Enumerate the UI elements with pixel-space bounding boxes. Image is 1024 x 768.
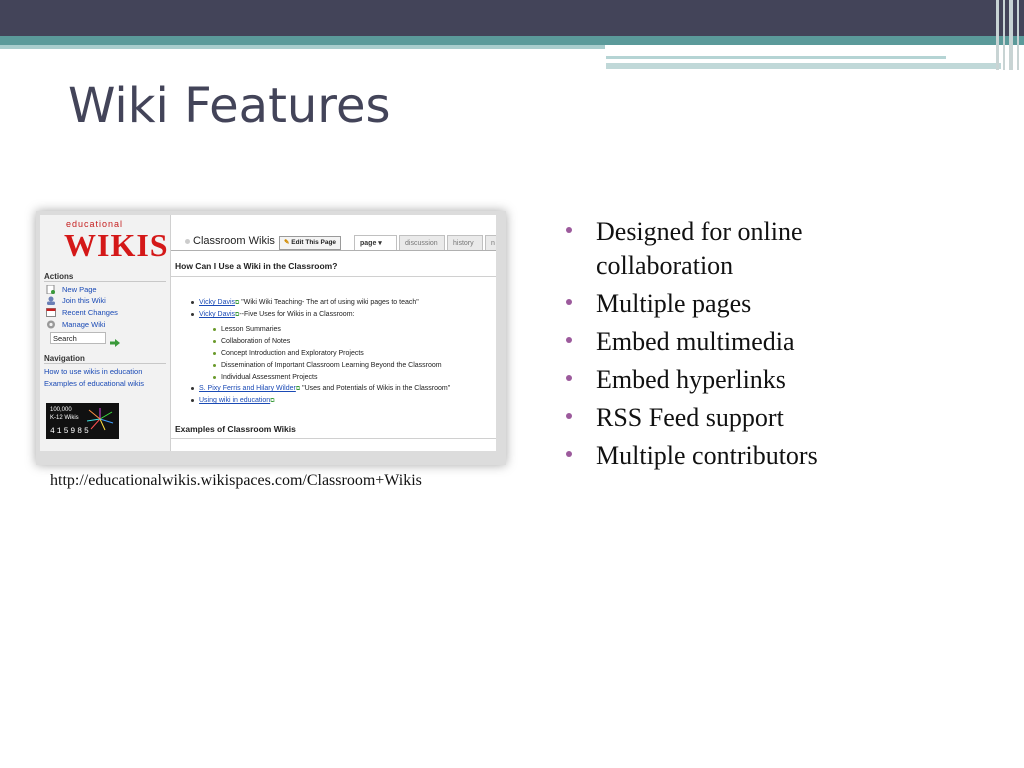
sub-list-item (213, 338, 290, 345)
top-banner (0, 0, 1024, 36)
sub-item-text: Lesson Summaries (221, 326, 281, 333)
external-link-icon: ⧉ (295, 386, 301, 392)
wiki-screenshot (40, 215, 496, 451)
pencil-icon: ✎ (284, 239, 292, 246)
list-item-text: "Wiki Wiki Teaching- The art of using wiki pages to teach" (239, 299, 419, 306)
bullet-icon (191, 399, 194, 402)
action-recent-changes[interactable] (46, 308, 118, 317)
section-heading: Examples of Classroom Wikis (175, 424, 296, 434)
wiki-page-content (171, 215, 496, 451)
feature-text: Designed for online collaboration (596, 217, 803, 280)
feature-text: Embed hyperlinks (596, 365, 786, 394)
teal-stripe-light (0, 45, 605, 49)
list-item (191, 299, 419, 307)
bullet-icon (213, 364, 216, 367)
counter-label: K-12 Wikis (50, 415, 79, 421)
bullet-icon (213, 352, 216, 355)
calendar-icon (46, 308, 56, 317)
counter-label: 100,000 (50, 407, 72, 413)
feature-item (566, 401, 896, 435)
feature-item (566, 215, 896, 283)
edit-button-label: Edit This Page (291, 239, 337, 246)
bullet-icon (566, 375, 572, 381)
feature-text: RSS Feed support (596, 403, 784, 432)
sub-list-item (213, 326, 281, 333)
go-arrow-icon[interactable] (110, 334, 120, 352)
external-link-icon: ⧉ (270, 398, 275, 404)
search-input[interactable]: Search (50, 332, 106, 344)
teal-line (606, 56, 946, 59)
sub-item-text: Dissemination of Important Classroom Learning Beyond the Classroom (221, 362, 442, 369)
divider (44, 363, 166, 364)
tab-more[interactable]: n (485, 235, 496, 250)
wiki-sidebar (40, 215, 171, 451)
feature-list (566, 215, 896, 477)
list-item-text: --Five Uses for Wikis in a Classroom: (239, 311, 355, 318)
source-url-caption: http://educationalwikis.wikispaces.com/Classroom+Wikis (50, 472, 422, 489)
feature-text: Multiple pages (596, 289, 752, 318)
bullet-icon (566, 299, 572, 305)
action-label: Recent Changes (62, 308, 118, 317)
action-new-page[interactable] (46, 285, 97, 294)
bullet-icon (213, 376, 216, 379)
bullet-icon (191, 301, 194, 304)
edit-page-button[interactable] (279, 236, 341, 250)
author-link[interactable]: Vicky Davis (199, 299, 236, 306)
bullet-icon (185, 239, 190, 244)
navigation-heading: Navigation (44, 354, 85, 363)
divider (171, 250, 496, 251)
action-manage-wiki[interactable] (46, 320, 105, 329)
sub-list-item (213, 362, 442, 369)
feature-item (566, 325, 896, 359)
tab-page[interactable]: page ▾ (354, 235, 397, 250)
action-label: New Page (62, 285, 97, 294)
wiki-title-text: Classroom Wikis (193, 235, 275, 247)
sub-list-item (213, 374, 318, 381)
feature-text: Multiple contributors (596, 441, 818, 470)
user-icon (46, 296, 56, 305)
decorative-stripes (994, 0, 1024, 70)
list-item (191, 311, 354, 319)
bullet-icon (566, 413, 572, 419)
divider (44, 281, 166, 282)
author-link[interactable]: S. Pixy Ferris and Hilary Wilder (199, 385, 296, 392)
divider (171, 438, 496, 439)
tab-history[interactable]: history (447, 235, 483, 250)
divider (171, 276, 496, 277)
action-label: Manage Wiki (62, 320, 106, 329)
nav-link-how-to-use[interactable]: How to use wikis in education (44, 367, 143, 376)
slide-title: Wiki Features (68, 78, 391, 134)
bullet-icon (213, 340, 216, 343)
teal-line (606, 63, 1001, 69)
bullet-icon (191, 387, 194, 390)
bullet-icon (566, 227, 572, 233)
feature-item (566, 439, 896, 473)
feature-item (566, 287, 896, 321)
logo-subtitle: educational (66, 219, 124, 229)
sub-item-text: Concept Introduction and Exploratory Projects (221, 350, 364, 357)
feature-item (566, 363, 896, 397)
logo-title: WIKIS (64, 227, 169, 263)
wiki-counter-badge[interactable] (46, 403, 119, 439)
actions-heading: Actions (44, 272, 74, 281)
teal-stripe (0, 36, 1024, 45)
resource-link[interactable]: Using wiki in education (199, 397, 271, 404)
action-join-wiki[interactable] (46, 296, 106, 305)
author-link[interactable]: Vicky Davis (199, 311, 236, 318)
list-item (191, 397, 275, 405)
nav-link-examples[interactable]: Examples of educational wikis (44, 379, 145, 388)
section-heading: How Can I Use a Wiki in the Classroom? (175, 261, 338, 271)
bullet-icon (566, 337, 572, 343)
wiki-page-title (185, 235, 275, 247)
feature-text: Embed multimedia (596, 327, 795, 356)
counter-digits: 415985 (50, 427, 91, 436)
sub-item-text: Collaboration of Notes (221, 338, 291, 345)
sub-item-text: Individual Assessment Projects (221, 374, 318, 381)
fireworks-icon (85, 407, 115, 431)
new-page-icon (46, 285, 56, 294)
tab-discussion[interactable]: discussion (399, 235, 445, 250)
external-link-icon: ⧉ (235, 312, 240, 318)
list-item (191, 385, 450, 393)
list-item-text: "Uses and Potentials of Wikis in the Classroom" (300, 385, 451, 392)
external-link-icon: ⧉ (235, 300, 240, 306)
bullet-icon (213, 328, 216, 331)
sub-list-item (213, 350, 364, 357)
bullet-icon (566, 451, 572, 457)
bullet-icon (191, 313, 194, 316)
action-label: Join this Wiki (62, 296, 106, 305)
gear-icon (46, 320, 56, 329)
